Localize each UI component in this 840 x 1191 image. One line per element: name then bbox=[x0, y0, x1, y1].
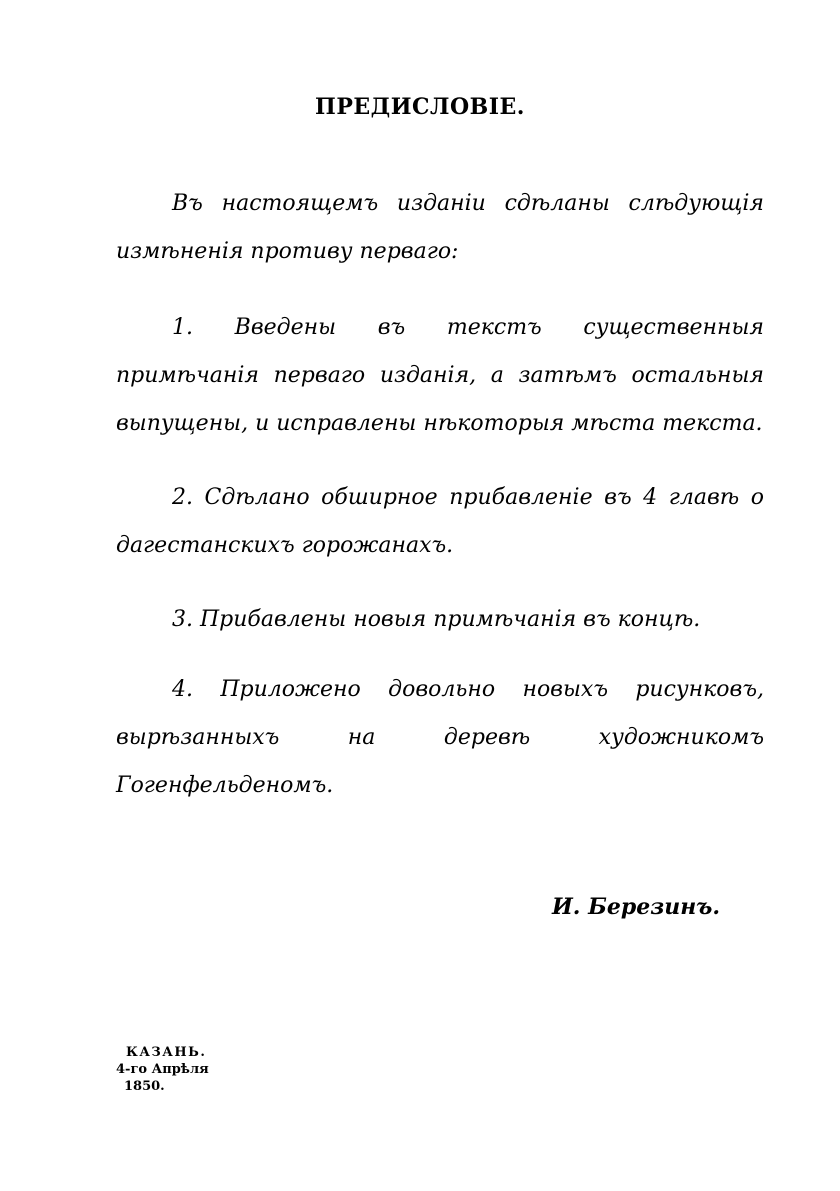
author-signature: И. Березинъ. bbox=[551, 894, 720, 920]
page-title: ПРЕДИСЛОВІЕ. bbox=[315, 94, 525, 120]
item-paragraph-1: 1. Введены въ текстъ существенныя примѣчанія перваго изданія, а затѣмъ остальныя выпущены, и исправлены нѣкоторыя мѣста текста. bbox=[116, 315, 764, 436]
item-paragraph-4: 4. Приложено довольно новыхъ рисунковъ, вырѣзанныхъ на деревѣ художникомъ Гогенфельденомъ. bbox=[116, 677, 764, 798]
dateline-year: 1850. bbox=[124, 1079, 165, 1094]
item-paragraph-3: 3. Прибавлены новыя примѣчанія въ концѣ. bbox=[172, 607, 701, 632]
intro-paragraph: Въ настоящемъ изданіи сдѣланы слѣдующія измѣненія противу перваго: bbox=[116, 191, 764, 264]
item-paragraph-2: 2. Сдѣлано обширное прибавленіе въ 4 главѣ о дагестанскихъ горожанахъ. bbox=[116, 485, 764, 558]
dateline bbox=[108, 1044, 228, 1095]
dateline-date: 4-го Апрѣля bbox=[116, 1062, 209, 1077]
dateline-city: КАЗАНЬ. bbox=[126, 1045, 207, 1060]
